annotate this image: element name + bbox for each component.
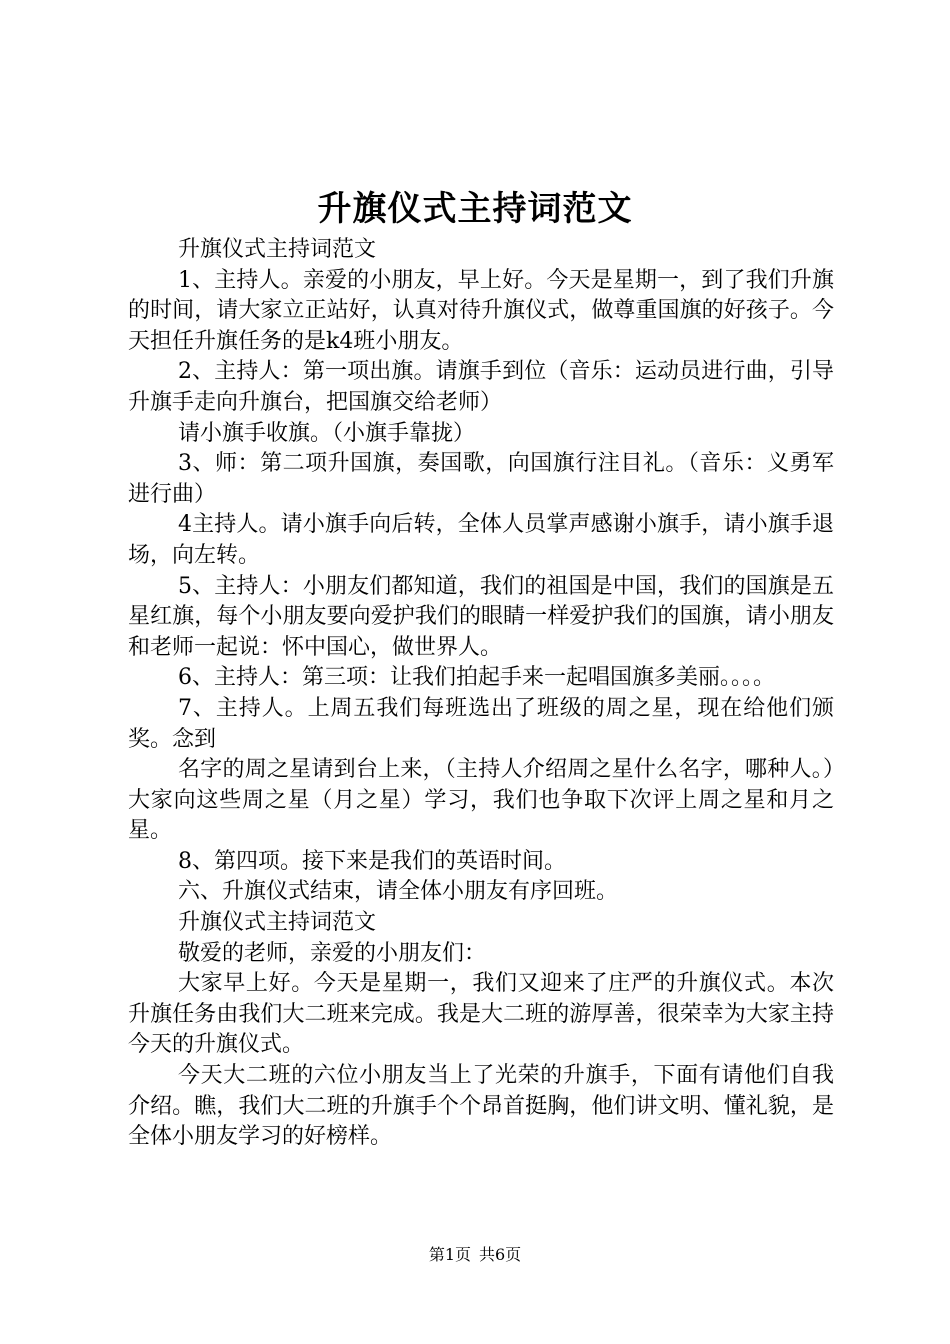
document-title: 升旗仪式主持词范文 [317, 189, 633, 229]
paragraph: 六、升旗仪式结束，请全体小朋友有序回班。 [178, 879, 619, 905]
page-number: 第1页 [428, 1245, 471, 1264]
paragraph: 4主持人。请小旗手向后转，全体人员掌声感谢小旗手，请小旗手退场，向左转。 [128, 512, 834, 568]
paragraph: 升旗仪式主持词范文 [178, 237, 377, 262]
paragraph: 名字的周之星请到台上来，（主持人介绍周之星什么名字，哪种人。）大家向这些周之星（月之星）学习，我们也争取下次评上周之星和月之星。 [128, 757, 834, 844]
paragraph: 敬爱的老师，亲爱的小朋友们： [178, 940, 487, 966]
paragraph: 5、主持人：小朋友们都知道，我们的祖国是中国，我们的国旗是五星红旗，每个小朋友要向爱护我们的眼睛一样爱护我们的国旗，请小朋友和老师一起说：怀中国心，做世界人。 [128, 573, 834, 660]
document-body [128, 235, 834, 1153]
paragraph: 请小旗手收旗。（小旗手靠拢） [178, 420, 476, 446]
paragraph: 6、主持人：第三项：让我们拍起手来一起唱国旗多美丽。。。。 [178, 665, 775, 691]
paragraph: 8、第四项。接下来是我们的英语时间。 [178, 848, 566, 874]
paragraph: 2、主持人：第一项出旗。请旗手到位（音乐：运动员进行曲，引导升旗手走向升旗台，把国旗交给老师） [128, 359, 834, 415]
paragraph: 3、师：第二项升国旗，奏国歌，向国旗行注目礼。（音乐：义勇军进行曲） [128, 451, 834, 507]
paragraph: 7、主持人。上周五我们每班选出了班级的周之星，现在给他们颁奖。念到 [128, 695, 834, 752]
paragraph: 今天大二班的六位小朋友当上了光荣的升旗手，下面有请他们自我介绍。瞧，我们大二班的升旗手个个昂首挺胸，他们讲文明、懂礼貌，是全体小朋友学习的好榜样。 [128, 1063, 834, 1150]
paragraph: 1、主持人。亲爱的小朋友，早上好。今天是星期一，到了我们升旗的时间，请大家立正站好，认真对待升旗仪式，做尊重国旗的好孩子。今天担任升旗任务的是k4班小朋友。 [128, 267, 834, 354]
page-total: 共6页 [479, 1245, 522, 1264]
paragraph: 升旗仪式主持词范文 [178, 910, 377, 936]
paragraph: 大家早上好。今天是星期一，我们又迎来了庄严的升旗仪式。本次升旗任务由我们大二班来完成。我是大二班的游厚善，很荣幸为大家主持今天的升旗仪式。 [128, 971, 834, 1058]
page-footer [0, 1244, 950, 1266]
